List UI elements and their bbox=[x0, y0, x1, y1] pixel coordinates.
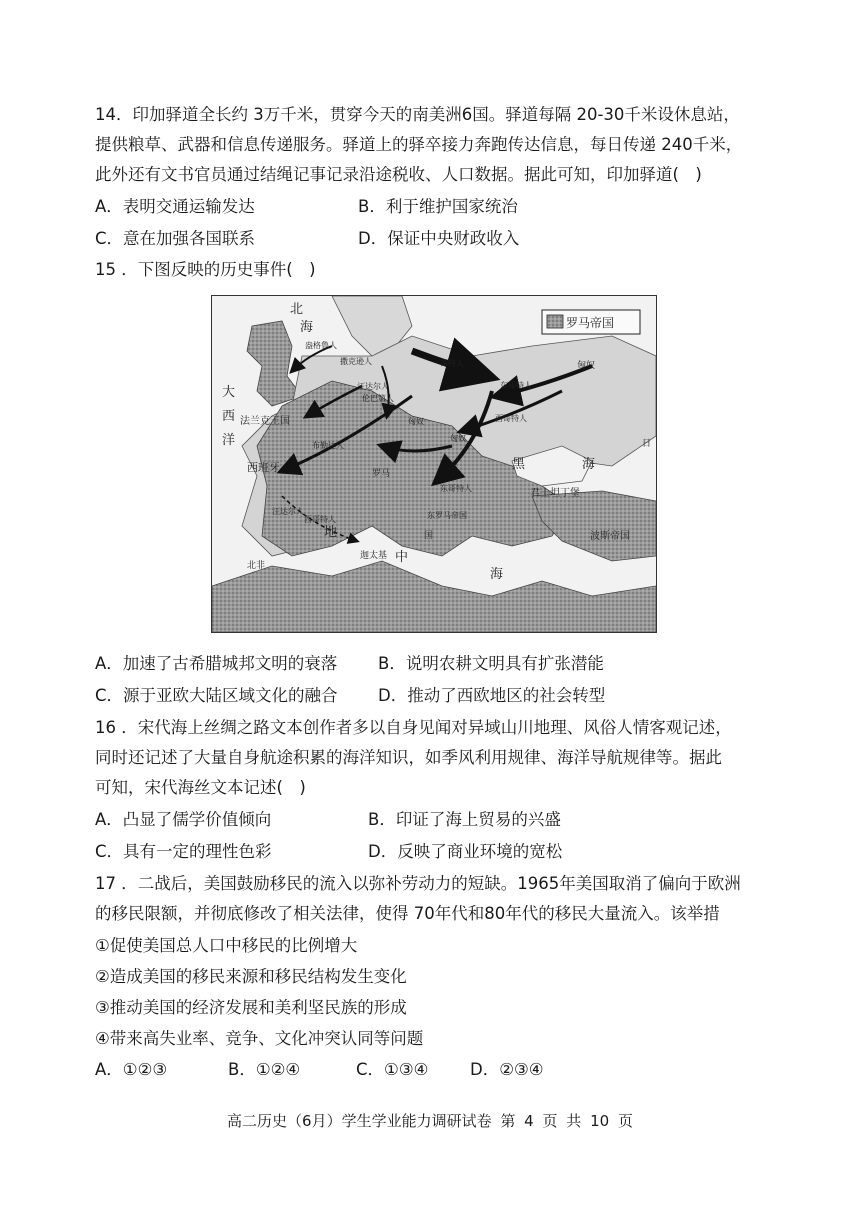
q17-item-3: ③推动美国的经济发展和美利坚民族的形成 bbox=[95, 998, 407, 1017]
q14-stem-line-1: 14．印加驿道全长约 3万千米，贯穿今天的南美洲6国。驿道每隔 20-30千米设休息站， bbox=[95, 105, 740, 124]
map-label-bosi: 波斯帝国 bbox=[590, 531, 630, 542]
q17-option-b[interactable]: B．①②④ bbox=[228, 1060, 301, 1079]
map-label-hei: 黑 bbox=[512, 457, 526, 472]
q14-option-c[interactable]: C．意在加强各国联系 bbox=[95, 229, 256, 248]
map-label-hai2: 海 bbox=[582, 457, 596, 472]
q16-option-d[interactable]: D．反映了商业环境的宽松 bbox=[368, 842, 563, 861]
map-label-gete: 哥特人 bbox=[440, 359, 464, 368]
map-label-bei: 北 bbox=[290, 302, 304, 317]
q17-item-2: ②造成美国的移民来源和移民结构发生变化 bbox=[95, 967, 407, 986]
footer-page-number: 4 bbox=[524, 1112, 534, 1130]
q15-option-a[interactable]: A．加速了古希腊城邦文明的衰落 bbox=[95, 654, 338, 673]
q17-stem-line-1: 17 ．二战后，美国鼓励移民的流入以弥补劳动力的短缺。1965年美国取消了偏向于欧洲 bbox=[95, 874, 741, 893]
q16-stem-line-1: 16 ．宋代海上丝绸之路文本创作者多以自身见闻对异域山川地理、风俗人情客观记述， bbox=[95, 718, 732, 737]
q16-stem-line-3: 可知，宋代海丝文本记述( ) bbox=[95, 778, 306, 797]
map-label-luoma: 罗马 bbox=[372, 469, 391, 479]
map-label-di: 地 bbox=[324, 525, 338, 540]
map-label-zhong: 中 bbox=[395, 550, 409, 565]
footer-subject: 高二历史（6月）学生学业能力调研试卷 bbox=[227, 1112, 492, 1130]
map-label-beifei: 北非 bbox=[247, 561, 266, 571]
footer-total-number: 10 bbox=[590, 1112, 610, 1130]
page-footer bbox=[0, 1110, 860, 1131]
footer-page-word: 第 bbox=[500, 1112, 516, 1130]
map-label-xige2: 西哥特人 bbox=[304, 515, 336, 524]
footer-total-word: 共 bbox=[566, 1112, 582, 1130]
map-label-langba: 伦巴第人 bbox=[362, 394, 394, 403]
legend-label: 罗马帝国 bbox=[566, 316, 615, 330]
q14-stem-line-2: 提供粮草、武器和信息传递服务。驿道上的驿卒接力奔跑传达信息，每日传递 240千米， bbox=[95, 135, 743, 154]
q15-option-c[interactable]: C．源于亚欧大陆区域文化的融合 bbox=[95, 686, 338, 705]
map-label-budi: 布勒达人 bbox=[312, 441, 344, 450]
q14-option-b[interactable]: B．利于维护国家统治 bbox=[358, 197, 518, 216]
footer-page-word-3: 页 bbox=[617, 1112, 633, 1130]
migration-map-svg bbox=[212, 296, 656, 632]
map-label-dongge: 东哥特人 bbox=[500, 381, 532, 390]
map-label-xi: 西 bbox=[222, 409, 236, 424]
map-label-xige: 西哥特人 bbox=[495, 414, 527, 423]
q17-stem-line-2: 的移民限额，并彻底修改了相关法律，使得 70年代和80年代的移民大量流入。该举措 bbox=[95, 904, 720, 923]
map-label-xibanya: 西班牙 bbox=[247, 461, 280, 474]
q14-stem-line-3: 此外还有文书官员通过结绳记事记录沿途税收、人口数据。据此可知，印加驿道( ) bbox=[95, 165, 702, 184]
q14-option-a[interactable]: A．表明交通运输发达 bbox=[95, 197, 255, 216]
q17-option-c[interactable]: C．①③④ bbox=[356, 1060, 429, 1079]
map-label-hai1: 海 bbox=[300, 320, 314, 335]
map-label-dongge2: 东哥特人 bbox=[440, 484, 472, 493]
map-label-angge: 盎格鲁人 bbox=[305, 341, 337, 350]
map-label-da: 大 bbox=[222, 385, 236, 400]
q15-option-b[interactable]: B．说明农耕文明具有扩张潜能 bbox=[378, 654, 604, 673]
map-label-jiatai: 迦太基 bbox=[360, 551, 388, 561]
map-label-xiaodi2: 汪达尔人 bbox=[272, 507, 304, 516]
map-label-ri: 日 bbox=[642, 439, 652, 449]
q14-option-d[interactable]: D．保证中央财政收入 bbox=[358, 229, 520, 248]
map-label-sakesun: 撒克逊人 bbox=[340, 357, 372, 366]
footer-page-word-2: 页 bbox=[542, 1112, 558, 1130]
q17-option-d[interactable]: D．②③④ bbox=[470, 1060, 544, 1079]
legend-swatch bbox=[547, 315, 563, 328]
q15-option-d[interactable]: D．推动了西欧地区的社会转型 bbox=[378, 686, 606, 705]
map-label-hai3: 海 bbox=[490, 567, 504, 582]
q16-stem-line-2: 同时还记述了大量自身航途积累的海洋知识，如季风利用规律、海洋导航规律等。据此 bbox=[95, 748, 722, 767]
q15-stem: 15 ．下图反映的历史事件( ) bbox=[95, 260, 316, 279]
q16-option-b[interactable]: B．印证了海上贸易的兴盛 bbox=[368, 810, 561, 829]
map-label-xiongnu2: 匈奴 bbox=[408, 417, 424, 426]
q16-option-a[interactable]: A．凸显了儒学价值倾向 bbox=[95, 810, 272, 829]
map-label-guo: 国 bbox=[424, 531, 434, 541]
q17-option-a[interactable]: A．①②③ bbox=[95, 1060, 168, 1079]
map-label-yang: 洋 bbox=[222, 433, 236, 448]
q17-item-4: ④带来高失业率、竞争、文化冲突认同等问题 bbox=[95, 1029, 424, 1048]
map-label-xiongnu1: 匈奴 bbox=[577, 361, 596, 371]
q17-item-1: ①促使美国总人口中移民的比例增大 bbox=[95, 936, 358, 955]
q16-option-c[interactable]: C．具有一定的理性色彩 bbox=[95, 842, 272, 861]
map-label-dongluoma: 东罗马帝国 bbox=[427, 511, 467, 520]
map-label-junshi: 君士坦丁堡 bbox=[530, 488, 580, 499]
migration-map bbox=[211, 295, 657, 633]
map-label-falanke: 法兰克王国 bbox=[240, 416, 290, 427]
map-label-xiaodi: 汪达尔人 bbox=[357, 382, 389, 391]
map-label-xiongnu3: 匈奴 bbox=[450, 434, 466, 443]
